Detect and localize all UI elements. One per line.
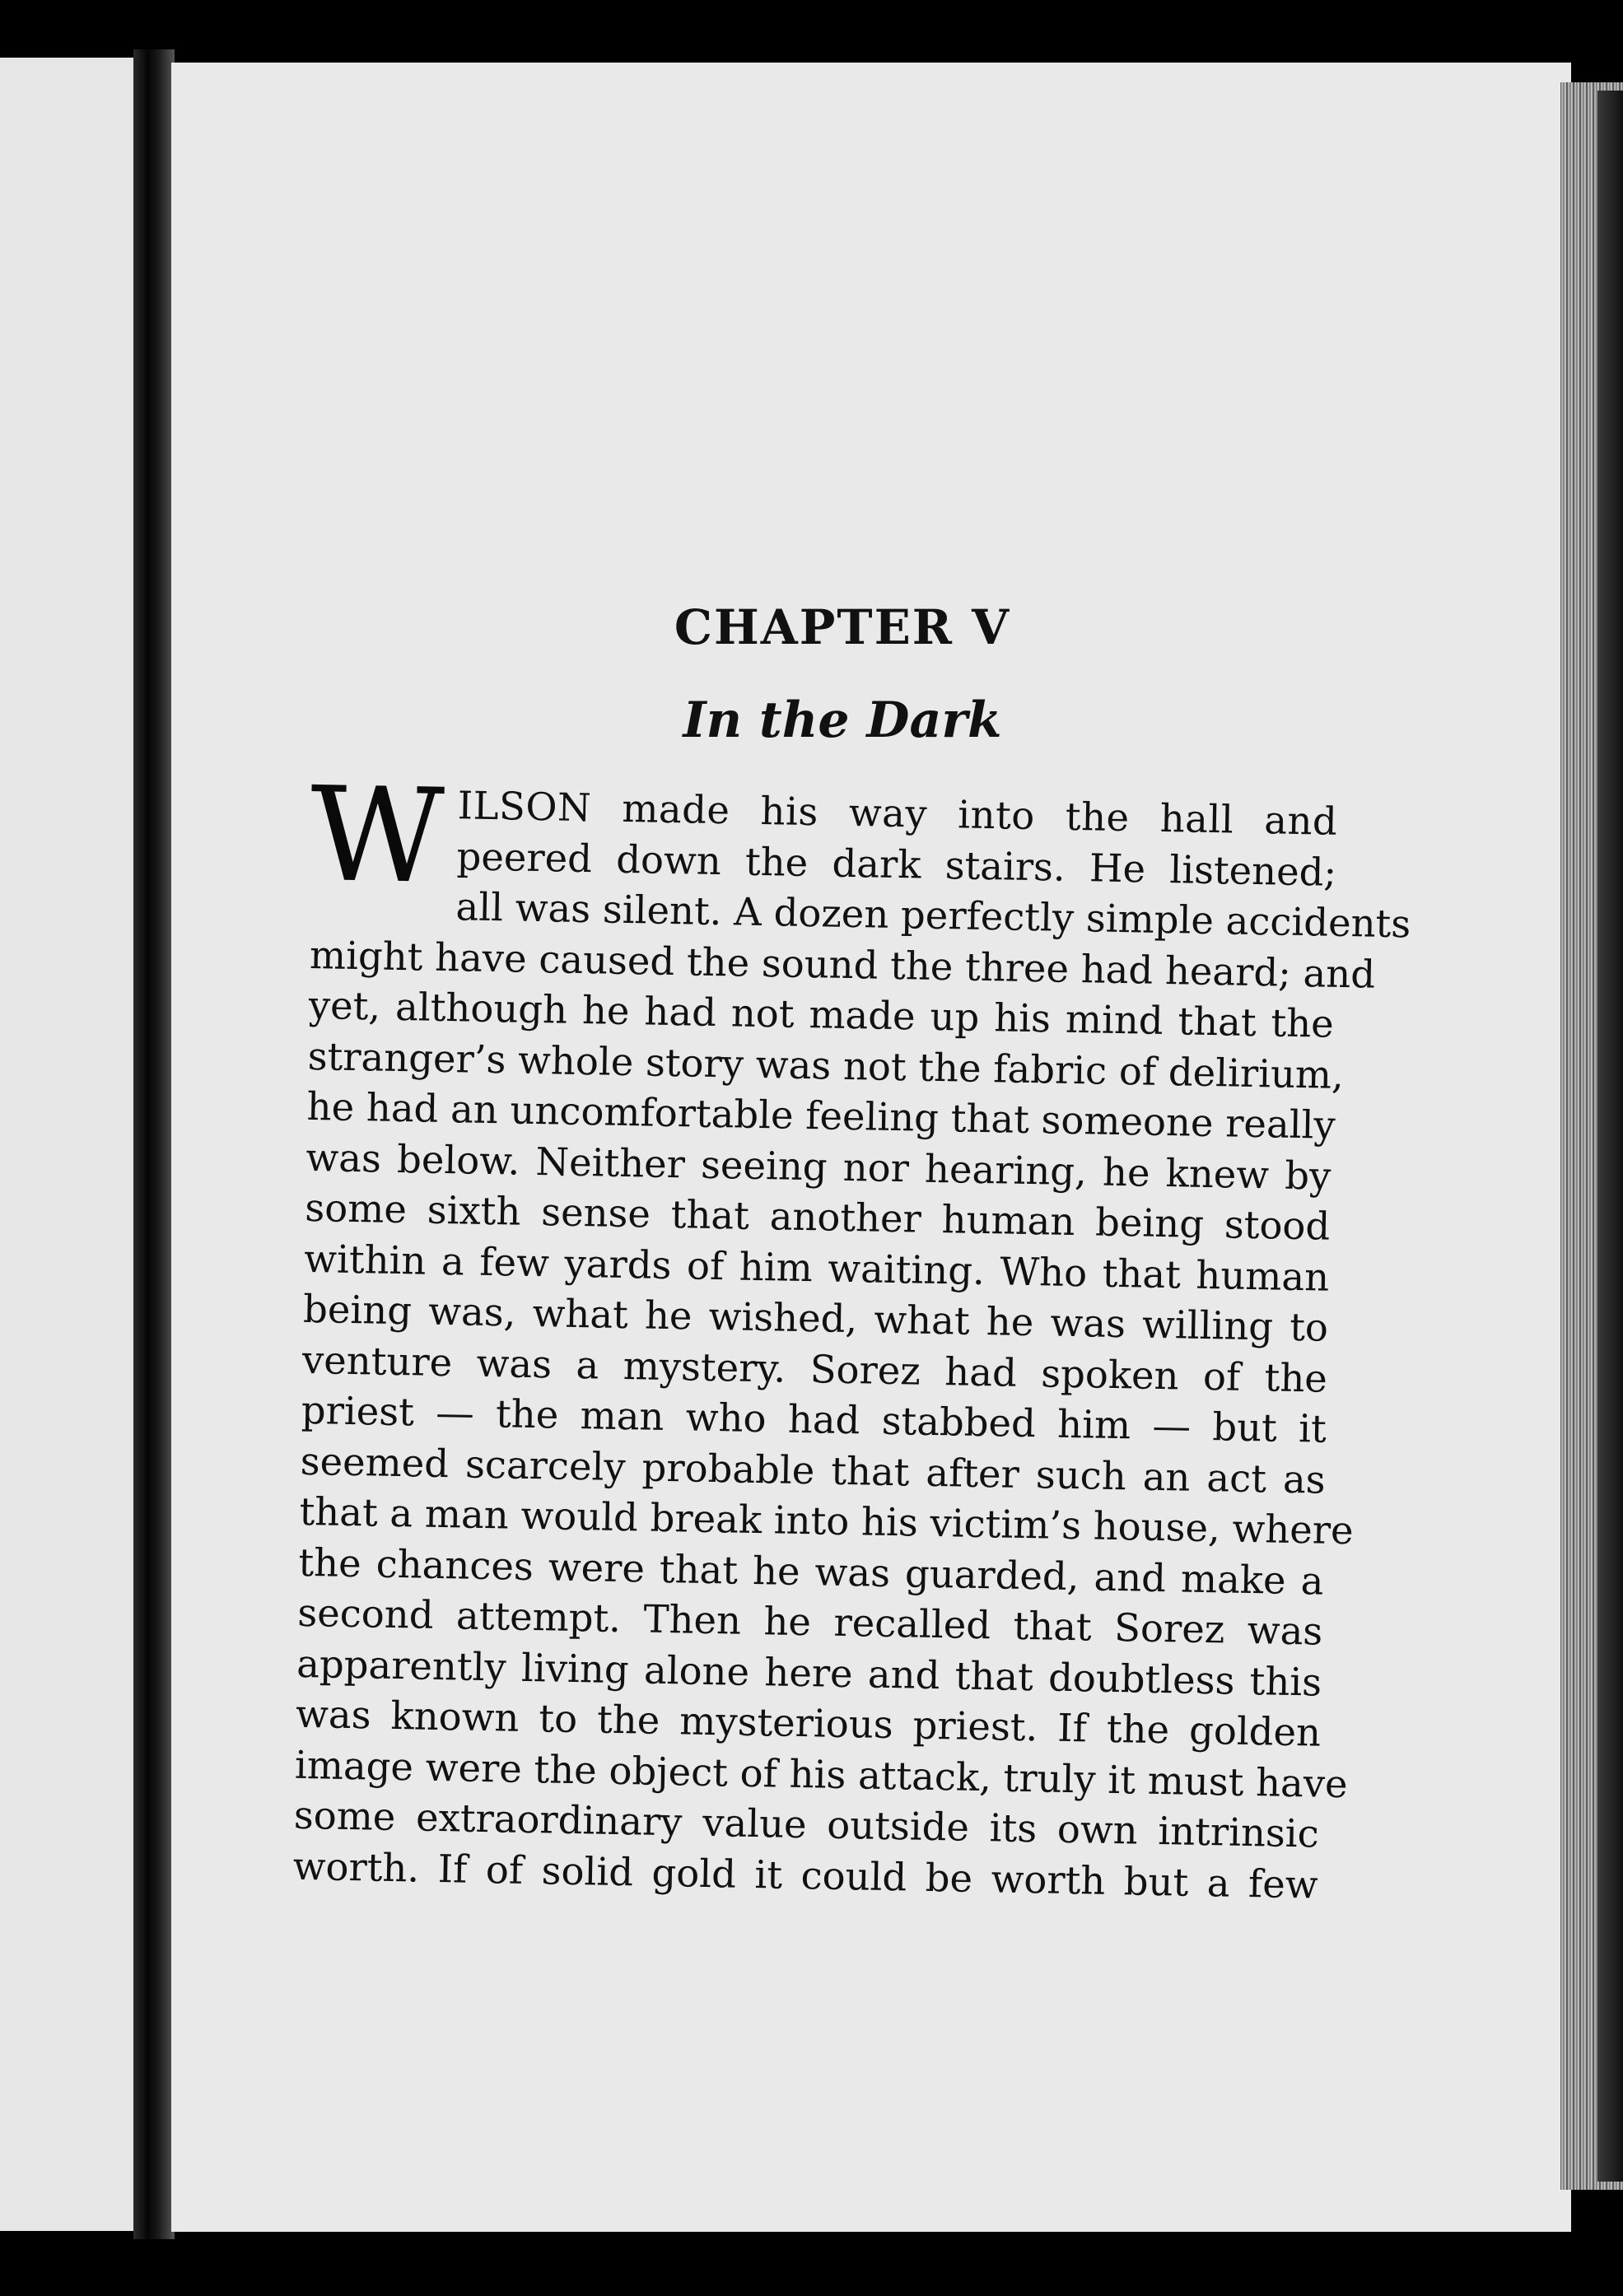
text-line: second attempt. Then he recalled that Sorez was	[296, 1590, 1323, 1654]
facing-page-edge	[0, 58, 148, 2231]
text-line: the chances were that he was guarded, and make a	[298, 1539, 1324, 1604]
text-line: might have caused the sound the three had heard; and	[309, 932, 1376, 997]
text-line: apparently living alone here and that doubtless this	[296, 1641, 1322, 1705]
text-line: that a man would break into his victim’s house, where	[299, 1488, 1355, 1553]
text-line: ILSON made his way into the hall and	[457, 783, 1338, 844]
text-line: stranger’s whole story was not the fabric of delirium,	[307, 1033, 1345, 1097]
text-line: being was, what he wished, what he was willing to	[302, 1286, 1329, 1350]
page-edges-shadow	[1597, 91, 1623, 2182]
text-line: image were the object of his attack, truly it must have	[294, 1742, 1349, 1806]
body-text	[292, 758, 1411, 1911]
text-line: all was silent. A dozen perfectly simple accidents	[455, 884, 1411, 947]
text-line: worth. If of solid gold it could be worth but a few	[292, 1843, 1319, 1907]
text-line: yet, although he had not made up his mind that the	[308, 982, 1335, 1046]
text-line: he had an uncomfortable feeling that someone really	[306, 1083, 1336, 1148]
text-line: venture was a mystery. Sorez had spoken of the	[301, 1337, 1328, 1401]
text-line: peered down the dark stairs. He listened;	[456, 833, 1337, 895]
text-line: some extraordinary value outside its own intrinsic	[293, 1792, 1320, 1856]
text-line: was below. Neither seeing nor hearing, he knew by	[305, 1134, 1332, 1199]
book-gutter	[133, 49, 175, 2239]
drop-cap: W	[309, 758, 445, 913]
text-line: was known to the mysterious priest. If the golden	[295, 1691, 1322, 1755]
text-line: some sixth sense that another human being stood	[304, 1185, 1331, 1249]
text-line: within a few yards of him waiting. Who that human	[303, 1236, 1330, 1300]
text-line: seemed scarcely probable that after such an act as	[300, 1438, 1327, 1502]
chapter-subtitle: In the Dark	[683, 692, 1002, 749]
text-line: priest — the man who had stabbed him — but it	[301, 1387, 1327, 1451]
chapter-heading: CHAPTER V	[674, 599, 1011, 655]
